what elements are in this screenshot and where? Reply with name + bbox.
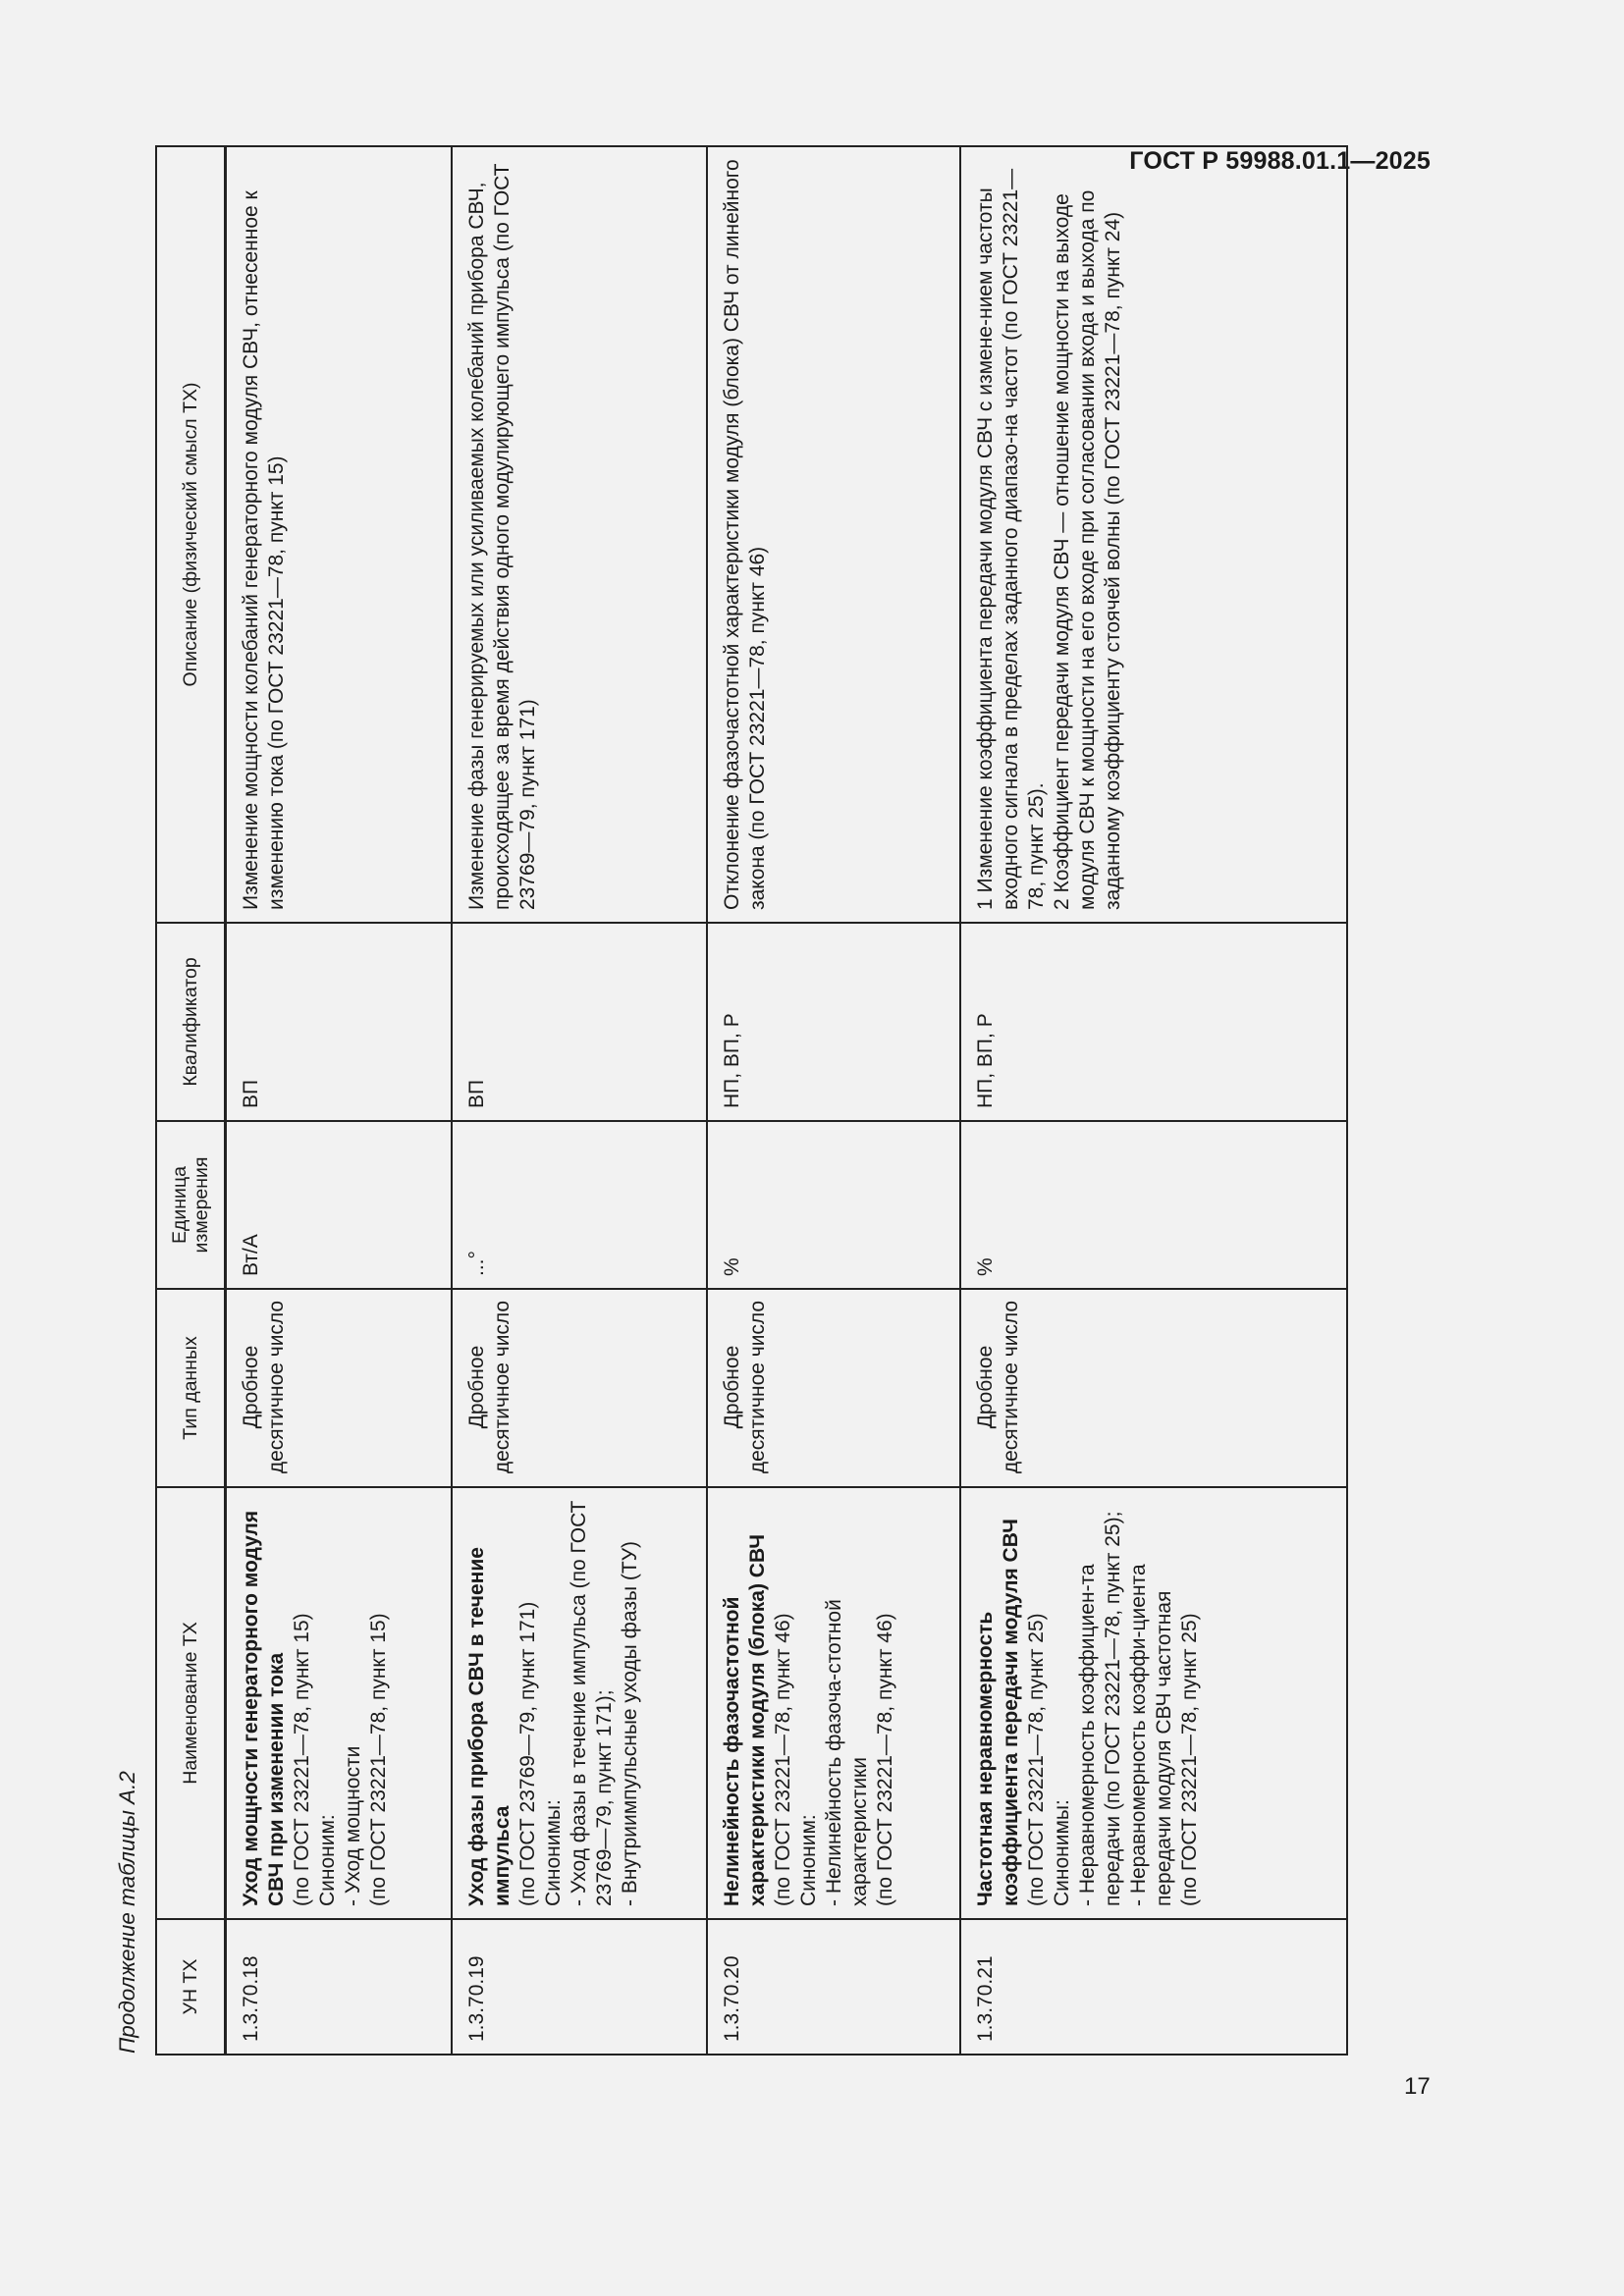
name-line: (по ГОСТ 23221—78, пункт 46) <box>873 1613 896 1906</box>
table-header-row <box>156 146 226 2055</box>
cell-code: 1.3.70.21 <box>960 1919 1347 2055</box>
description-line: Отклонение фазочастотной характеристики модуля (блока) СВЧ от линейного закона (по ГОСТ 23221—78, пункт 46) <box>720 159 769 910</box>
name-line: (по ГОСТ 23221—78, пункт 15) <box>291 1613 313 1906</box>
cell-type: Дробное десятичное число <box>960 1289 1347 1487</box>
name-line: (по ГОСТ 23221—78, пункт 46) <box>771 1613 794 1906</box>
cell-qualifier: ВП <box>226 923 452 1121</box>
name-title: Частотная неравномерность коэффициента передачи модуля СВЧ <box>973 1519 1022 1906</box>
name-line: Синонимы: <box>541 1799 565 1906</box>
table-row <box>960 146 1347 2055</box>
cell-unit: % <box>707 1121 960 1289</box>
cell-qualifier: НП, ВП, Р <box>960 923 1347 1121</box>
name-line: - Нелинейность фазоча-стотной характеристики <box>822 1599 871 1906</box>
name-line: - Внутриимпульсные уходы фазы (ТУ) <box>618 1540 641 1906</box>
cell-qualifier: НП, ВП, Р <box>707 923 960 1121</box>
name-line: - Уход мощности <box>342 1745 364 1906</box>
cell-code: 1.3.70.19 <box>452 1919 707 2055</box>
cell-code: 1.3.70.20 <box>707 1919 960 2055</box>
name-line: (по ГОСТ 23769—79, пункт 171) <box>515 1601 539 1906</box>
cell-code: 1.3.70.18 <box>226 1919 452 2055</box>
name-title: Уход фазы прибора СВЧ в течение импульса <box>464 1547 514 1906</box>
table-row <box>226 146 452 2055</box>
header-unit: Единица измерения <box>156 1121 226 1289</box>
data-table <box>155 145 1348 2056</box>
cell-unit: ...° <box>452 1121 707 1289</box>
header-description: Описание (физический смысл ТХ) <box>156 146 226 923</box>
table-row <box>452 146 707 2055</box>
name-line: - Неравномерность коэффи-циента передачи модуля СВЧ частотная <box>1126 1564 1175 1906</box>
document-code: ГОСТ Р 59988.01.1—2025 <box>1129 147 1431 175</box>
name-title: Уход мощности генераторного модуля СВЧ при изменении тока <box>240 1510 288 1906</box>
name-line: Синоним: <box>316 1814 339 1906</box>
cell-description <box>226 146 452 923</box>
name-line: - Уход фазы в течение импульса (по ГОСТ 23769—79, пункт 171); <box>567 1500 616 1906</box>
cell-name <box>452 1487 707 1919</box>
description-line: 2 Коэффициент передачи модуля СВЧ — отношение мощности на выходе модуля СВЧ к мощности на его входе при согласовании входа и выхода по заданному коэффициенту стоячей волны (по ГОСТ 23221—78, пункт 24) <box>1050 189 1124 910</box>
cell-type: Дробное десятичное число <box>452 1289 707 1487</box>
header-code: УН ТХ <box>156 1919 226 2055</box>
name-line: - Неравномерность коэффициен-та передачи (по ГОСТ 23221—78, пункт 25); <box>1075 1511 1124 1906</box>
cell-unit: Вт/А <box>226 1121 452 1289</box>
cell-description <box>707 146 960 923</box>
cell-type: Дробное десятичное число <box>707 1289 960 1487</box>
cell-name <box>226 1487 452 1919</box>
description-line: 1 Изменение коэффициента передачи модуля СВЧ с измене-нием частоты входного сигнала в пределах заданного диапазо-на частот (по ГОСТ 23221—78, пункт 25). <box>973 168 1048 910</box>
cell-description <box>452 146 707 923</box>
cell-qualifier: ВП <box>452 923 707 1121</box>
name-line: Синонимы: <box>1050 1799 1073 1906</box>
table-caption: Продолжение таблицы А.2 <box>115 1771 139 2054</box>
description-line: Изменение фазы генерируемых или усиливаемых колебаний прибора СВЧ, происходящее за время действия одного модулирующего импульса (по ГОСТ 23769—79, пункт 171) <box>464 163 539 910</box>
cell-type: Дробное десятичное число <box>226 1289 452 1487</box>
table-row <box>707 146 960 2055</box>
header-type: Тип данных <box>156 1289 226 1487</box>
cell-unit: % <box>960 1121 1347 1289</box>
name-line: Синоним: <box>796 1814 820 1906</box>
header-qualifier: Квалификатор <box>156 923 226 1121</box>
name-line: (по ГОСТ 23221—78, пункт 25) <box>1024 1613 1048 1906</box>
rotated-table-block <box>108 159 1339 2056</box>
page-number: 17 <box>1404 2073 1431 2100</box>
cell-description <box>960 146 1347 923</box>
description-line: Изменение мощности колебаний генераторного модуля СВЧ, отнесенное к изменению тока (по ГОСТ 23221—78, пункт 15) <box>240 190 288 910</box>
name-title: Нелинейность фазочастотной характеристики модуля (блока) СВЧ <box>720 1533 769 1906</box>
name-line: (по ГОСТ 23221—78, пункт 15) <box>367 1613 390 1906</box>
header-name: Наименование ТХ <box>156 1487 226 1919</box>
name-line: (по ГОСТ 23221—78, пункт 25) <box>1177 1613 1201 1906</box>
cell-name <box>707 1487 960 1919</box>
cell-name <box>960 1487 1347 1919</box>
